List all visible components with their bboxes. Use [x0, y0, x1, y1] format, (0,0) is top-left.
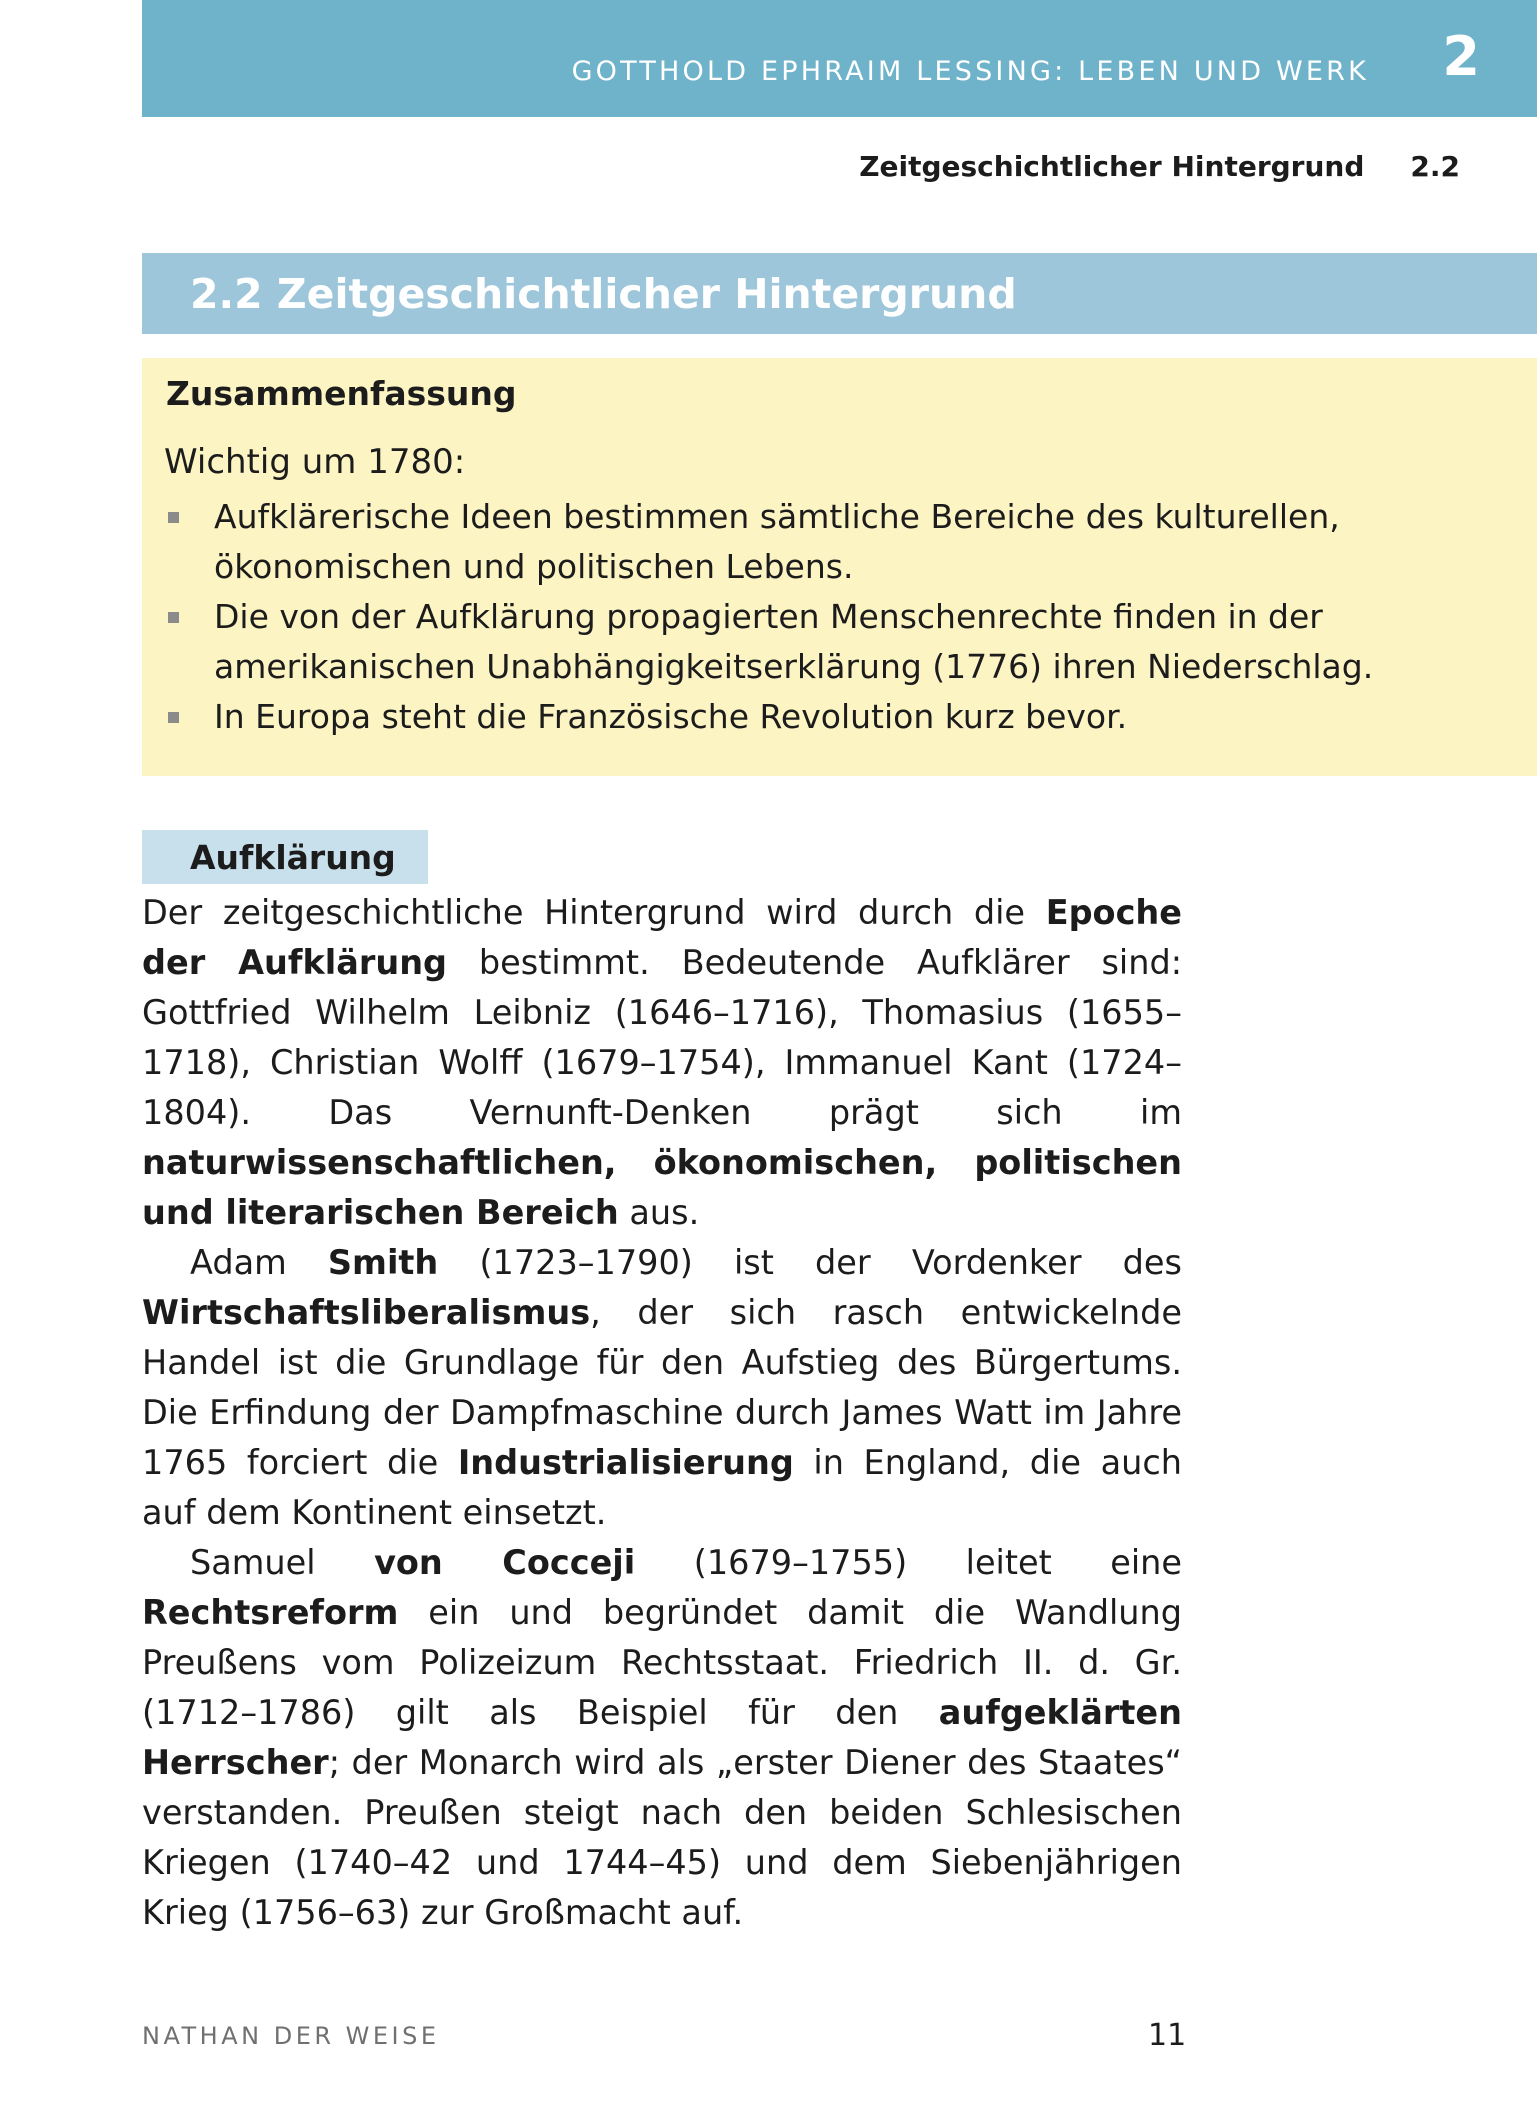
summary-bullet: [164, 692, 1454, 742]
bold-term: Wirtschaftsliberalismus: [142, 1293, 591, 1332]
bold-term: von Cocceji: [374, 1543, 636, 1582]
bold-term: Rechtsreform: [142, 1593, 399, 1632]
bullet-square-icon: [168, 512, 179, 523]
summary-box: [142, 358, 1537, 776]
section-title: 2.2 Zeitgeschichtlicher Hintergrund: [190, 270, 1017, 318]
running-section-header: [859, 150, 1460, 183]
margin-label: [142, 830, 428, 884]
bullet-square-icon: [168, 612, 179, 623]
body-paragraph-2: Adam Smith (1723–1790) ist der Vordenker des Wirtschaftsliberalismus, der sich rasch entwickelnde Handel ist die Grundlage für den Aufstieg des Bürgertums. Die Erfindung der Dampfmaschine durch James Watt im Jahre 1765 forciert die Industrialisierung in England, die auch auf dem Kontinent einsetzt.: [142, 1243, 1182, 1532]
summary-bullet-list: [164, 492, 1454, 742]
section-title-bar: [142, 253, 1537, 334]
bold-term: Smith: [327, 1243, 439, 1282]
bullet-square-icon: [168, 712, 179, 723]
body-paragraph-3: Samuel von Cocceji (1679–1755) leitet eine Rechtsreform ein und begründet damit die Wandlung Preußens vom Polizeizum Rechtsstaat. Friedrich II. d. Gr. (1712–1786) gilt als Beispiel für den aufgeklärten Herrscher; der Monarch wird als „erster Diener des Staates“ verstanden. Preußen steigt nach den beiden Schlesischen Kriegen (1740–42 und 1744–45) und dem Siebenjährigen Krieg (1756–63) zur Großmacht auf.: [142, 1543, 1182, 1932]
summary-intro: Wichtig um 1780:: [164, 442, 466, 482]
chapter-header-bar: [142, 0, 1537, 117]
summary-bullet-text: Die von der Aufklärung propagierten Menschenrechte finden in der amerikanischen Unabhängigkeitserklärung (1776) ihren Niederschlag.: [214, 597, 1374, 686]
chapter-number: 2: [1442, 25, 1480, 88]
summary-bullet: [164, 492, 1454, 592]
bold-term: aufgeklärten Herrscher: [142, 1693, 1182, 1782]
page-number: 11: [1148, 2018, 1187, 2053]
body-text: [142, 888, 1182, 1938]
summary-bullet-text: Aufklärerische Ideen bestimmen sämtliche Bereiche des kulturellen, ökonomischen und politischen Lebens.: [214, 497, 1340, 586]
chapter-title: GOTTHOLD EPHRAIM LESSING: LEBEN UND WERK: [571, 56, 1369, 87]
running-section-title: Zeitgeschichtlicher Hintergrund: [859, 150, 1365, 183]
bold-term: Epoche der Aufklärung: [142, 893, 1182, 982]
summary-heading: Zusammenfassung: [166, 374, 517, 413]
summary-bullet-text: In Europa steht die Französische Revolution kurz bevor.: [214, 697, 1128, 736]
bold-term: naturwissenschaftlichen, ökonomischen, politischen und literarischen Bereich: [142, 1143, 1182, 1232]
margin-label-text: Aufklärung: [190, 838, 396, 877]
bold-term: Industrialisierung: [457, 1443, 794, 1482]
body-paragraph-1: Der zeitgeschichtliche Hintergrund wird durch die Epoche der Aufklärung bestimmt. Bedeutende Aufklärer sind: Gottfried Wilhelm Leibniz (1646–1716), Thomasius (1655–1718), Christian Wolff (1679–1754), Immanuel Kant (1724–1804). Das Vernunft-Denken prägt sich im naturwissenschaftlichen, ökonomischen, politischen und literarischen Bereich aus.: [142, 893, 1183, 1232]
footer-book-title: NATHAN DER WEISE: [142, 2022, 440, 2050]
summary-bullet: [164, 592, 1454, 692]
running-section-number: 2.2: [1410, 150, 1460, 183]
